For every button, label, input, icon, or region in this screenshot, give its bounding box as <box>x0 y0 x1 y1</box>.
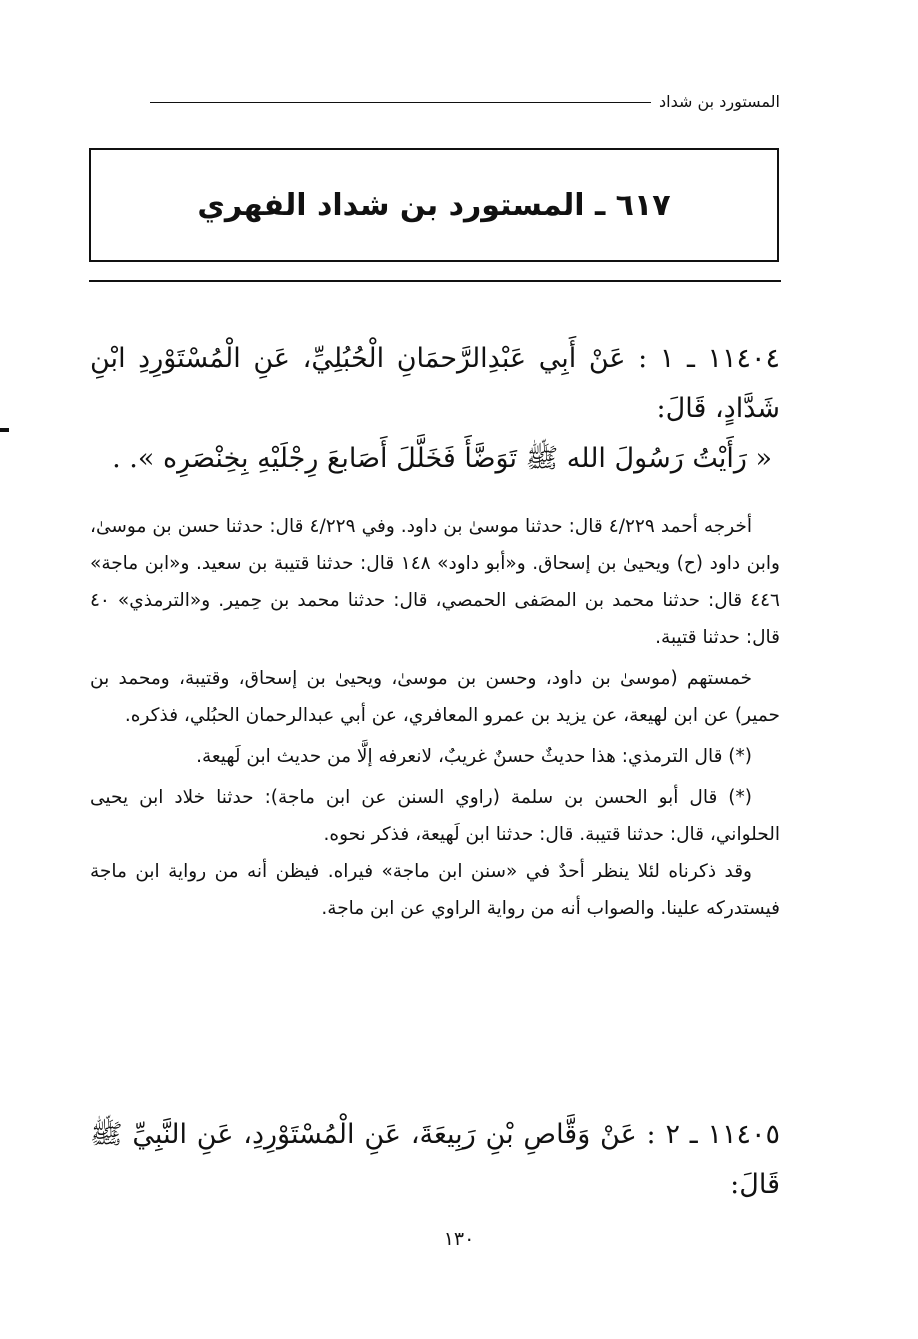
hadith-1-isnad: ١١٤٠٤ ـ ١ : عَنْ أَبِي عَبْدِالرَّحمَانِ الْحُبُلِيِّ، عَنِ الْمُسْتَوْرِدِ ابْنِ شَدَّادٍ، قَالَ: <box>90 343 780 424</box>
page-number: ١٣٠ <box>443 1228 475 1250</box>
takhrij-paragraph-1: أخرجه أحمد ٤/٢٢٩ قال: حدثنا موسىٰ بن داود. وفي ٤/٢٢٩ قال: حدثنا حسن بن موسىٰ، وابن داود (ح) ويحيىٰ بن إسحاق. و«أبو داود» ١٤٨ قال: حدثنا قتيبة بن سعيد. و«ابن ماجة» ٤٤٦ قال: حدثنا محمد بن المصَفى الحمصي، قال: حدثنا محمد بن حِمير. و«الترمذي» ٤٠ قال: حدثنا قتيبة. <box>90 516 780 648</box>
tirmidhi-note: (*) قال الترمذي: هذا حديثٌ حسنٌ غريبٌ، لانعرفه إلَّا من حديث ابن لَهيعة. <box>196 746 752 767</box>
chapter-title-box <box>89 148 779 262</box>
hadith-2-isnad: ١١٤٠٥ ـ ٢ : عَنْ وَقَّاصِ بْنِ رَبِيعَةَ، عَنِ الْمُسْتَوْرِدِ، عَنِ النَّبِيِّ ﷺ قَالَ: <box>90 1119 780 1200</box>
chapter-title-rule <box>89 280 781 282</box>
running-header <box>150 88 780 114</box>
margin-mark <box>0 428 9 432</box>
hadith-2 <box>90 1110 780 1210</box>
chapter-title: ٦١٧ ـ المستورد بن شداد الفهري <box>197 187 671 223</box>
hadith-1 <box>90 334 780 484</box>
takhrij-section <box>90 508 780 927</box>
running-header-rule <box>150 102 651 103</box>
running-header-title: المستورد بن شداد <box>659 91 780 111</box>
hadith-1-matn: « رَأَيْتُ رَسُولَ الله ﷺ تَوَضَّأَ فَخَلَّلَ أَصَابعَ رِجْلَيْهِ بِخِنْصَرِه ». . <box>112 443 772 474</box>
editor-note: وقد ذكرناه لئلا ينظر أحدٌ في «سنن ابن ماجة» فيراه. فيظن أنه من رواية ابن ماجة فيستدركه علينا. والصواب أنه من رواية الراوي عن ابن ماجة. <box>90 861 780 919</box>
ibn-salama-note: (*) قال أبو الحسن بن سلمة (راوي السنن عن ابن ماجة): حدثنا خلاد ابن يحيى الحلواني، قال: حدثنا قتيبة. قال: حدثنا ابن لَهيعة، فذكر نحوه. <box>90 787 780 845</box>
takhrij-paragraph-2: خمستهم (موسىٰ بن داود، وحسن بن موسىٰ، ويحيىٰ بن إسحاق، وقتيبة، ومحمد بن حمير) عن ابن لهيعة، عن يزيد بن عمرو المعافري، عن أبي عبدالرحمان الحبُلي، فذكره. <box>90 668 780 726</box>
